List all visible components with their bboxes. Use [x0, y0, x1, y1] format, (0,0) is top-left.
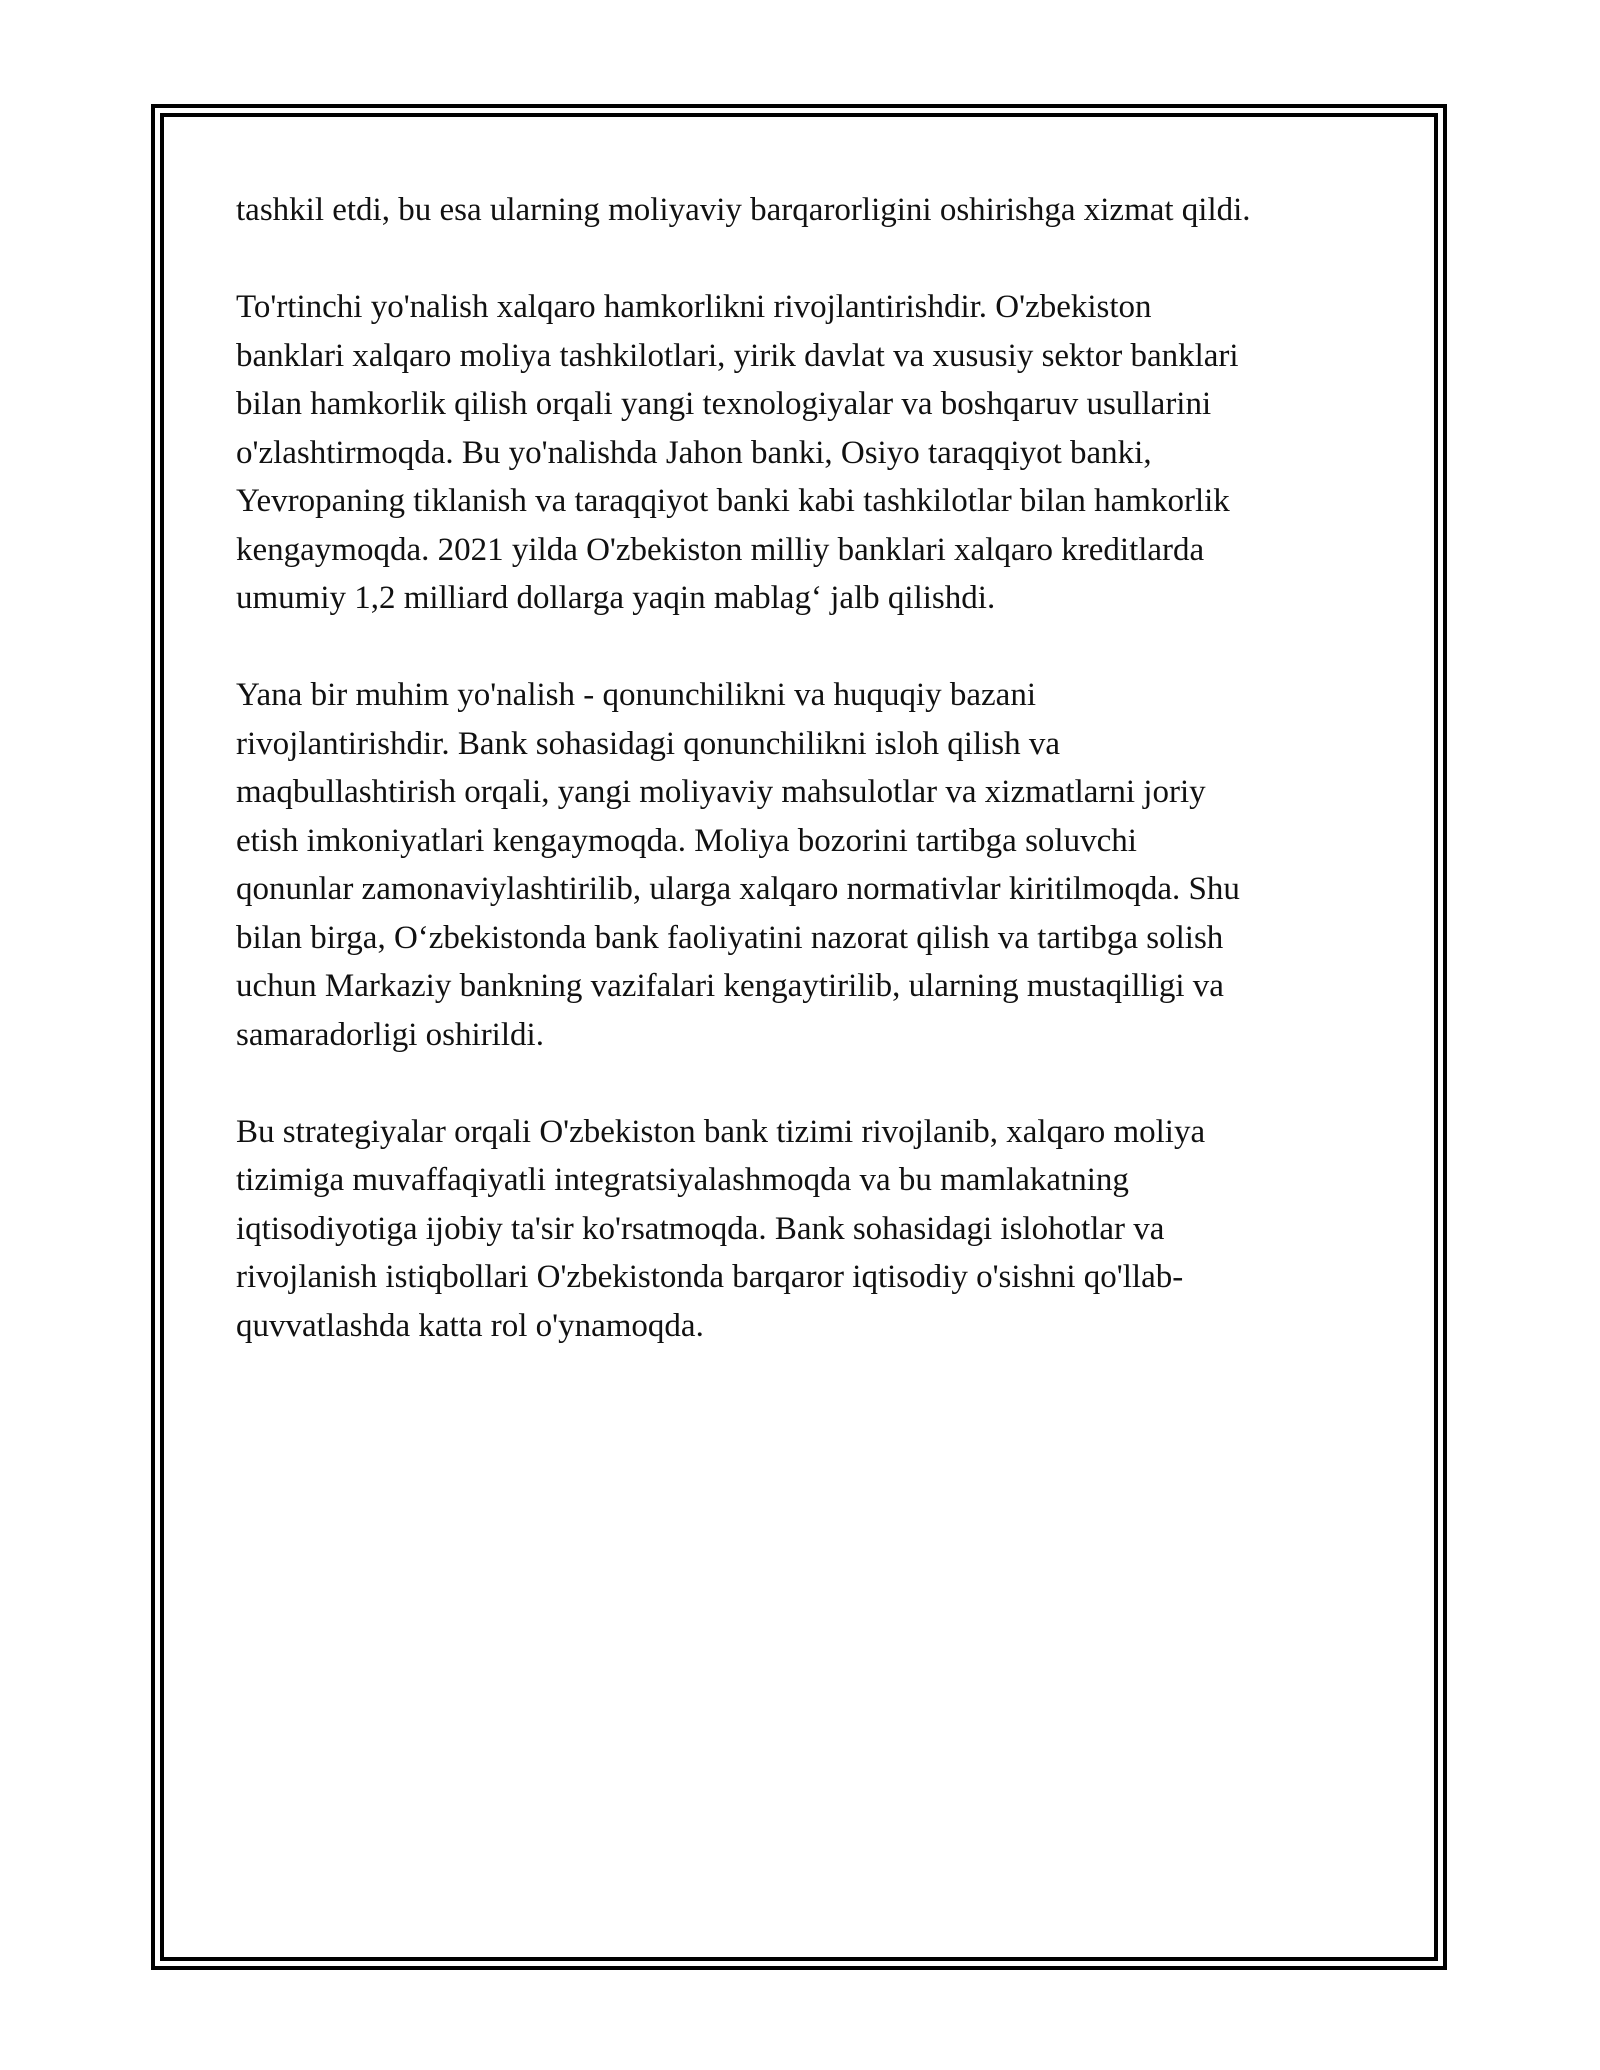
text-line: uchun Markaziy bankning vazifalari kengaytirilib, ularning mustaqilligi va	[236, 968, 1224, 1004]
text-line: umumiy 1,2 milliard dollarga yaqin mablag‘ jalb qilishdi.	[236, 580, 996, 616]
text-line: qonunlar zamonaviylashtirilib, ularga xalqaro normativlar kiritilmoqda. Shu	[236, 871, 1240, 907]
text-line: bilan birga, O‘zbekistonda bank faoliyatini nazorat qilish va tartibga solish	[236, 919, 1224, 956]
paragraph-1	[236, 186, 1386, 235]
document-body	[236, 186, 1386, 1399]
text-line: samaradorligi oshirildi.	[236, 1016, 544, 1053]
text-line: banklari xalqaro moliya tashkilotlari, yirik davlat va xususiy sektor banklari	[236, 337, 1239, 374]
paragraph-4	[236, 1108, 1386, 1351]
text-line: o'zlashtirmoqda. Bu yo'nalishda Jahon banki, Osiyo taraqqiyot banki,	[236, 434, 1152, 471]
text-line: Yana bir muhim yo'nalish - qonunchilikni va huquqiy bazani	[236, 677, 1036, 713]
text-line: kengaymoqda. 2021 yilda O'zbekiston milliy banklari xalqaro kreditlarda	[236, 531, 1205, 568]
text-line: iqtisodiyotiga ijobiy ta'sir ko'rsatmoqda. Bank sohasidagi islohotlar va	[236, 1210, 1165, 1247]
text-line: tashkil etdi, bu esa ularning moliyaviy barqarorligini oshirishga xizmat qildi.	[236, 192, 1251, 228]
text-line: rivojlantirishdir. Bank sohasidagi qonunchilikni isloh qilish va	[236, 725, 1061, 762]
text-line: Bu strategiyalar orqali O'zbekiston bank tizimi rivojlanib, xalqaro moliya	[236, 1113, 1206, 1150]
text-line: etish imkoniyatlari kengaymoqda. Moliya bozorini tartibga soluvchi	[236, 822, 1137, 859]
text-line: bilan hamkorlik qilish orqali yangi texnologiyalar va boshqaruv usullarini	[236, 386, 1212, 422]
text-line: To'rtinchi yo'nalish xalqaro hamkorlikni rivojlantirishdir. O'zbekiston	[236, 289, 1152, 325]
paragraph-2	[236, 283, 1386, 623]
text-line: tizimiga muvaffaqiyatli integratsiyalashmoqda va bu mamlakatning	[236, 1162, 1129, 1198]
text-line: rivojlanish istiqbollari O'zbekistonda barqaror iqtisodiy o'sishni qo'llab-	[236, 1259, 1184, 1295]
paragraph-3	[236, 671, 1386, 1059]
text-line: maqbullashtirish orqali, yangi moliyaviy mahsulotlar va xizmatlarni joriy	[236, 774, 1206, 810]
text-line: Yevropaning tiklanish va taraqqiyot banki kabi tashkilotlar bilan hamkorlik	[236, 483, 1230, 519]
text-line: quvvatlashda katta rol o'ynamoqda.	[236, 1307, 704, 1344]
